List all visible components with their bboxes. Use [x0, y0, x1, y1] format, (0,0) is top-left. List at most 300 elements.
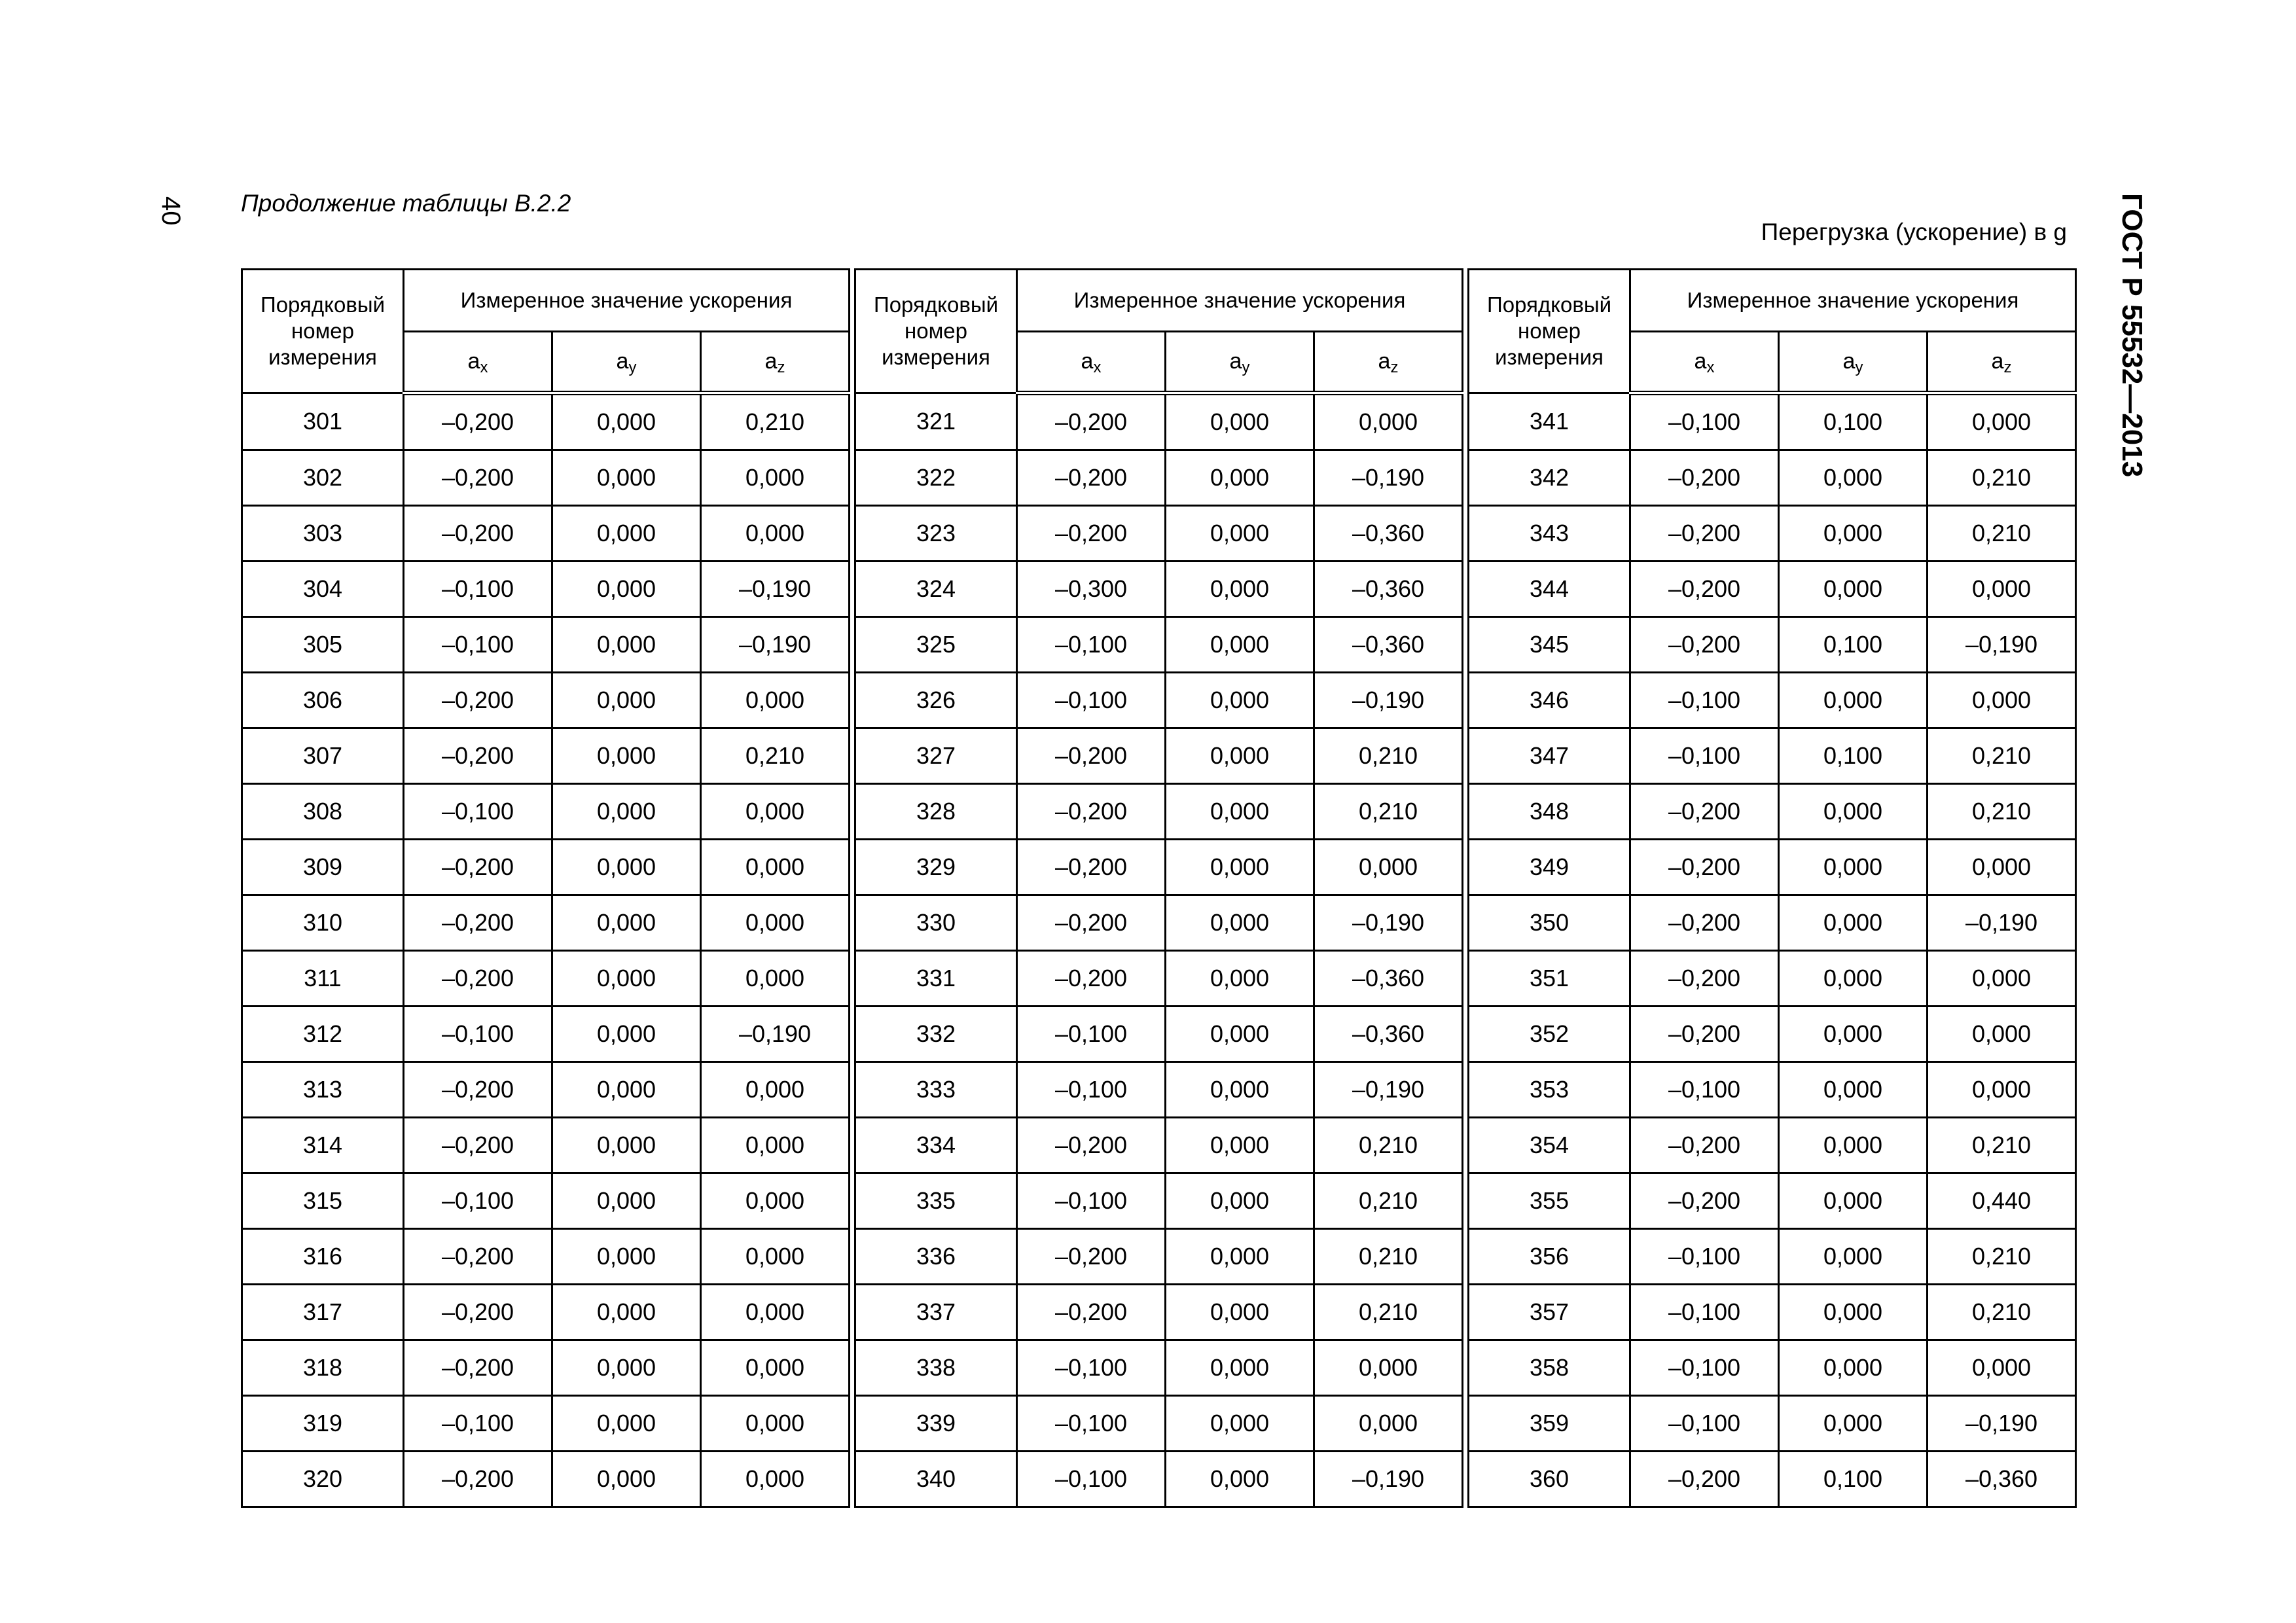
table-row — [855, 840, 1463, 895]
az-cell: –0,360 — [1314, 951, 1463, 1007]
ax-cell: –0,100 — [1017, 1452, 1166, 1507]
az-cell: 0,000 — [701, 784, 850, 840]
table-row — [242, 562, 850, 617]
measurement-number-cell: 334 — [855, 1118, 1017, 1173]
table-row — [242, 673, 850, 728]
table-row — [855, 1452, 1463, 1507]
az-cell: 0,210 — [1928, 1118, 2076, 1173]
measurement-number-cell: 309 — [242, 840, 404, 895]
ay-cell: 0,000 — [1166, 840, 1314, 895]
measurement-number-cell: 338 — [855, 1340, 1017, 1396]
az-cell: –0,190 — [1314, 895, 1463, 951]
ay-cell: 0,000 — [1779, 1173, 1928, 1229]
az-cell: –0,190 — [1928, 895, 2076, 951]
ax-cell: –0,100 — [1630, 393, 1779, 450]
ax-cell: –0,200 — [1017, 895, 1166, 951]
ax-cell: –0,200 — [1630, 1118, 1779, 1173]
measurement-number-cell: 352 — [1469, 1007, 1630, 1062]
table-row — [855, 1007, 1463, 1062]
ax-cell: –0,200 — [1017, 951, 1166, 1007]
ay-cell: 0,000 — [552, 840, 701, 895]
az-cell: 0,000 — [1314, 393, 1463, 450]
measurement-number-cell: 310 — [242, 895, 404, 951]
measured-value-header: Измеренное значение ускорения — [1017, 270, 1463, 332]
table-row — [242, 951, 850, 1007]
az-cell: 0,000 — [701, 1173, 850, 1229]
ay-cell: 0,000 — [1166, 617, 1314, 673]
table-row — [242, 506, 850, 562]
standard-label: ГОСТ Р 55532—2013 — [2116, 193, 2148, 478]
ax-cell: –0,100 — [1630, 1396, 1779, 1452]
measurement-number-cell: 335 — [855, 1173, 1017, 1229]
table-row — [242, 840, 850, 895]
az-cell: 0,000 — [1928, 393, 2076, 450]
ay-cell: 0,000 — [1166, 1452, 1314, 1507]
az-cell: –0,190 — [1314, 1452, 1463, 1507]
ay-cell: 0,000 — [552, 450, 701, 506]
table-part — [241, 268, 850, 1508]
ay-cell: 0,000 — [552, 562, 701, 617]
table-row — [1469, 784, 2076, 840]
ax-cell: –0,200 — [404, 951, 552, 1007]
ay-cell: 0,000 — [1166, 1285, 1314, 1340]
az-cell: 0,210 — [701, 393, 850, 450]
table-row — [1469, 506, 2076, 562]
ay-cell: 0,000 — [1779, 1007, 1928, 1062]
ax-cell: –0,200 — [1630, 840, 1779, 895]
table-row — [1469, 840, 2076, 895]
ay-cell: 0,000 — [1166, 450, 1314, 506]
az-cell: 0,210 — [1314, 1173, 1463, 1229]
table-row — [855, 895, 1463, 951]
az-cell: 0,000 — [701, 1062, 850, 1118]
ay-cell: 0,000 — [1166, 562, 1314, 617]
table-row — [242, 1062, 850, 1118]
az-header: $a_z$ — [701, 332, 850, 393]
table-row — [855, 784, 1463, 840]
ax-cell: –0,200 — [1630, 1452, 1779, 1507]
ax-cell: –0,200 — [1017, 728, 1166, 784]
measurement-number-cell: 327 — [855, 728, 1017, 784]
az-cell: 0,440 — [1928, 1173, 2076, 1229]
ay-cell: 0,000 — [1166, 393, 1314, 450]
az-cell: 0,210 — [1314, 1118, 1463, 1173]
ax-cell: –0,200 — [1630, 617, 1779, 673]
ax-cell: –0,200 — [1017, 1285, 1166, 1340]
ay-cell: 0,000 — [552, 1062, 701, 1118]
az-cell: 0,210 — [1314, 728, 1463, 784]
table-row — [1469, 951, 2076, 1007]
az-header: $a_z$ — [1314, 332, 1463, 393]
measurement-number-cell: 351 — [1469, 951, 1630, 1007]
data-table — [241, 268, 2077, 1508]
ay-cell: 0,000 — [552, 1118, 701, 1173]
table-row — [1469, 1173, 2076, 1229]
ay-cell: 0,100 — [1779, 728, 1928, 784]
az-cell: 0,000 — [1314, 1340, 1463, 1396]
table-row — [855, 1118, 1463, 1173]
measurement-number-cell: 317 — [242, 1285, 404, 1340]
az-cell: –0,360 — [1314, 562, 1463, 617]
ay-cell: 0,000 — [1779, 951, 1928, 1007]
ax-cell: –0,100 — [1630, 673, 1779, 728]
measurement-number-cell: 359 — [1469, 1396, 1630, 1452]
ax-cell: –0,100 — [404, 1173, 552, 1229]
measurement-number-cell: 346 — [1469, 673, 1630, 728]
ay-cell: 0,000 — [552, 1007, 701, 1062]
ax-cell: –0,200 — [404, 673, 552, 728]
ax-cell: –0,100 — [404, 784, 552, 840]
az-cell: 0,000 — [701, 673, 850, 728]
az-cell: –0,360 — [1928, 1452, 2076, 1507]
ax-cell: –0,200 — [404, 1062, 552, 1118]
az-cell: 0,000 — [701, 951, 850, 1007]
measurement-number-cell: 347 — [1469, 728, 1630, 784]
measurement-number-cell: 340 — [855, 1452, 1017, 1507]
table-row — [1469, 1396, 2076, 1452]
table-row — [855, 562, 1463, 617]
measurement-number-cell: 333 — [855, 1062, 1017, 1118]
measurement-number-cell: 354 — [1469, 1118, 1630, 1173]
ax-cell: –0,200 — [1017, 450, 1166, 506]
measurement-number-cell: 312 — [242, 1007, 404, 1062]
measurement-number-cell: 341 — [1469, 393, 1630, 450]
measurement-number-cell: 332 — [855, 1007, 1017, 1062]
measurement-number-cell: 345 — [1469, 617, 1630, 673]
ay-cell: 0,000 — [1166, 1229, 1314, 1285]
table-row — [242, 450, 850, 506]
ay-cell: 0,100 — [1779, 1452, 1928, 1507]
units-note: Перегрузка (ускорение) в g — [1761, 219, 2067, 245]
measurement-number-cell: 305 — [242, 617, 404, 673]
measurement-number-cell: 349 — [1469, 840, 1630, 895]
ax-cell: –0,100 — [1017, 673, 1166, 728]
ay-header: $a_y$ — [552, 332, 701, 393]
ax-header: $a_x$ — [1017, 332, 1166, 393]
ay-cell: 0,000 — [1166, 728, 1314, 784]
page-number: 40 — [156, 196, 185, 226]
az-cell: 0,210 — [701, 728, 850, 784]
ay-cell: 0,000 — [1166, 1007, 1314, 1062]
ax-cell: –0,100 — [1017, 1340, 1166, 1396]
az-cell: 0,000 — [1928, 1340, 2076, 1396]
ax-cell: –0,100 — [1017, 1173, 1166, 1229]
az-cell: –0,190 — [1928, 1396, 2076, 1452]
measurement-number-cell: 356 — [1469, 1229, 1630, 1285]
ay-cell: 0,000 — [1166, 951, 1314, 1007]
ay-cell: 0,000 — [1166, 1396, 1314, 1452]
az-header: $a_z$ — [1928, 332, 2076, 393]
ax-cell: –0,200 — [404, 450, 552, 506]
table-row — [242, 784, 850, 840]
table-row — [855, 450, 1463, 506]
table-row — [242, 1229, 850, 1285]
ay-cell: 0,000 — [1779, 1229, 1928, 1285]
ay-header: $a_y$ — [1779, 332, 1928, 393]
ax-cell: –0,200 — [404, 895, 552, 951]
ax-cell: –0,200 — [1017, 1229, 1166, 1285]
table-row — [1469, 673, 2076, 728]
az-cell: 0,210 — [1928, 506, 2076, 562]
ax-cell: –0,200 — [404, 728, 552, 784]
az-cell: 0,000 — [701, 1340, 850, 1396]
measurement-number-cell: 342 — [1469, 450, 1630, 506]
table-row — [855, 1285, 1463, 1340]
table-row — [242, 1396, 850, 1452]
ax-cell: –0,200 — [1630, 450, 1779, 506]
az-cell: 0,210 — [1928, 1285, 2076, 1340]
ax-cell: –0,100 — [404, 1396, 552, 1452]
measurement-number-cell: 318 — [242, 1340, 404, 1396]
az-cell: 0,000 — [1314, 1396, 1463, 1452]
ay-cell: 0,000 — [1166, 1173, 1314, 1229]
ay-cell: 0,000 — [1779, 506, 1928, 562]
ay-cell: 0,000 — [1779, 1285, 1928, 1340]
measurement-number-cell: 324 — [855, 562, 1017, 617]
measurement-number-cell: 353 — [1469, 1062, 1630, 1118]
az-cell: 0,210 — [1928, 728, 2076, 784]
ay-cell: 0,000 — [1166, 1062, 1314, 1118]
ax-cell: –0,200 — [404, 1340, 552, 1396]
ay-cell: 0,000 — [1779, 1396, 1928, 1452]
ax-cell: –0,200 — [1630, 1173, 1779, 1229]
measurement-number-cell: 329 — [855, 840, 1017, 895]
table-row — [1469, 1452, 2076, 1507]
az-cell: 0,210 — [1314, 1285, 1463, 1340]
ax-cell: –0,100 — [1017, 1396, 1166, 1452]
ax-cell: –0,200 — [1630, 506, 1779, 562]
ay-cell: 0,000 — [552, 1173, 701, 1229]
az-cell: –0,190 — [701, 562, 850, 617]
ay-cell: 0,000 — [552, 1285, 701, 1340]
measurement-number-cell: 303 — [242, 506, 404, 562]
measurement-number-cell: 315 — [242, 1173, 404, 1229]
measurement-number-cell: 311 — [242, 951, 404, 1007]
ay-cell: 0,000 — [1779, 562, 1928, 617]
az-cell: –0,360 — [1314, 617, 1463, 673]
measurement-number-cell: 348 — [1469, 784, 1630, 840]
table-row — [855, 1229, 1463, 1285]
az-cell: 0,210 — [1314, 784, 1463, 840]
table-row — [855, 393, 1463, 450]
ax-cell: –0,200 — [1630, 895, 1779, 951]
measurement-number-cell: 328 — [855, 784, 1017, 840]
table-row — [1469, 562, 2076, 617]
table-part — [854, 268, 1463, 1508]
ay-cell: 0,100 — [1779, 393, 1928, 450]
ax-cell: –0,200 — [404, 1118, 552, 1173]
ax-cell: –0,100 — [404, 562, 552, 617]
measurement-number-cell: 321 — [855, 393, 1017, 450]
az-cell: 0,000 — [701, 506, 850, 562]
az-cell: –0,190 — [1314, 1062, 1463, 1118]
ay-cell: 0,000 — [1166, 895, 1314, 951]
ax-cell: –0,200 — [1630, 1007, 1779, 1062]
ax-cell: –0,100 — [404, 617, 552, 673]
ax-cell: –0,100 — [1630, 1340, 1779, 1396]
az-cell: 0,000 — [1928, 951, 2076, 1007]
ay-cell: 0,000 — [1166, 1340, 1314, 1396]
ax-cell: –0,200 — [404, 1452, 552, 1507]
measurement-number-cell: 314 — [242, 1118, 404, 1173]
ax-cell: –0,200 — [1017, 1118, 1166, 1173]
ay-cell: 0,000 — [1779, 673, 1928, 728]
ay-cell: 0,000 — [552, 1340, 701, 1396]
table-row — [855, 951, 1463, 1007]
az-cell: 0,000 — [1928, 1007, 2076, 1062]
ax-cell: –0,200 — [1630, 562, 1779, 617]
ax-cell: –0,100 — [1630, 728, 1779, 784]
number-column-header: Порядковый номер измерения — [242, 270, 404, 393]
measurement-number-cell: 360 — [1469, 1452, 1630, 1507]
measurement-number-cell: 331 — [855, 951, 1017, 1007]
ay-cell: 0,000 — [1779, 1062, 1928, 1118]
table-row — [242, 1285, 850, 1340]
measurement-number-cell: 306 — [242, 673, 404, 728]
measurement-number-cell: 320 — [242, 1452, 404, 1507]
measurement-number-cell: 301 — [242, 393, 404, 450]
az-cell: 0,000 — [1928, 562, 2076, 617]
table-row — [242, 728, 850, 784]
ax-cell: –0,100 — [1017, 617, 1166, 673]
measurement-number-cell: 323 — [855, 506, 1017, 562]
measurement-number-cell: 322 — [855, 450, 1017, 506]
ax-cell: –0,200 — [404, 1285, 552, 1340]
ay-cell: 0,000 — [1166, 1118, 1314, 1173]
measurement-number-cell: 344 — [1469, 562, 1630, 617]
table-row — [1469, 728, 2076, 784]
ax-header: $a_x$ — [1630, 332, 1779, 393]
measurement-number-cell: 330 — [855, 895, 1017, 951]
ay-cell: 0,000 — [1166, 673, 1314, 728]
az-cell: –0,190 — [701, 1007, 850, 1062]
table-row — [1469, 1062, 2076, 1118]
ay-cell: 0,000 — [552, 895, 701, 951]
ay-cell: 0,000 — [1779, 1340, 1928, 1396]
az-cell: 0,000 — [701, 1229, 850, 1285]
ay-cell: 0,000 — [1779, 784, 1928, 840]
table-row — [1469, 617, 2076, 673]
measurement-number-cell: 350 — [1469, 895, 1630, 951]
ay-cell: 0,000 — [552, 1452, 701, 1507]
ax-cell: –0,200 — [1630, 951, 1779, 1007]
measurement-number-cell: 308 — [242, 784, 404, 840]
az-cell: –0,360 — [1314, 1007, 1463, 1062]
az-cell: 0,210 — [1928, 784, 2076, 840]
az-cell: 0,000 — [701, 1118, 850, 1173]
table-row — [242, 895, 850, 951]
measurement-number-cell: 304 — [242, 562, 404, 617]
table-row — [1469, 1340, 2076, 1396]
az-cell: 0,000 — [1314, 840, 1463, 895]
ay-cell: 0,000 — [1166, 506, 1314, 562]
number-column-header: Порядковый номер измерения — [1469, 270, 1630, 393]
measurement-number-cell: 319 — [242, 1396, 404, 1452]
az-cell: 0,210 — [1314, 1229, 1463, 1285]
ay-header: $a_y$ — [1166, 332, 1314, 393]
ay-cell: 0,000 — [552, 673, 701, 728]
az-cell: 0,000 — [701, 895, 850, 951]
az-cell: 0,210 — [1928, 1229, 2076, 1285]
measurement-number-cell: 337 — [855, 1285, 1017, 1340]
ax-cell: –0,200 — [1017, 840, 1166, 895]
table-row — [242, 1340, 850, 1396]
table-row — [855, 1062, 1463, 1118]
ay-cell: 0,000 — [552, 728, 701, 784]
az-cell: 0,210 — [1928, 450, 2076, 506]
measurement-number-cell: 302 — [242, 450, 404, 506]
az-cell: –0,190 — [1314, 450, 1463, 506]
ay-cell: 0,100 — [1779, 617, 1928, 673]
ay-cell: 0,000 — [1779, 450, 1928, 506]
table-row — [1469, 1285, 2076, 1340]
table-row — [855, 1396, 1463, 1452]
ax-cell: –0,300 — [1017, 562, 1166, 617]
table-row — [1469, 1007, 2076, 1062]
az-cell: 0,000 — [701, 1285, 850, 1340]
ax-cell: –0,100 — [1017, 1062, 1166, 1118]
table-row — [242, 1173, 850, 1229]
measurement-number-cell: 313 — [242, 1062, 404, 1118]
measured-value-header: Измеренное значение ускорения — [1630, 270, 2076, 332]
measurement-number-cell: 325 — [855, 617, 1017, 673]
ax-cell: –0,100 — [1017, 1007, 1166, 1062]
ax-cell: –0,200 — [404, 1229, 552, 1285]
ay-cell: 0,000 — [552, 506, 701, 562]
ay-cell: 0,000 — [552, 784, 701, 840]
table-part — [1467, 268, 2077, 1508]
measurement-number-cell: 307 — [242, 728, 404, 784]
ay-cell: 0,000 — [1779, 895, 1928, 951]
az-cell: 0,000 — [701, 840, 850, 895]
table-row — [242, 617, 850, 673]
measurement-number-cell: 336 — [855, 1229, 1017, 1285]
ay-cell: 0,000 — [552, 1229, 701, 1285]
az-cell: –0,190 — [1928, 617, 2076, 673]
measurement-number-cell: 358 — [1469, 1340, 1630, 1396]
ax-cell: –0,200 — [1017, 506, 1166, 562]
measurement-number-cell: 357 — [1469, 1285, 1630, 1340]
ay-cell: 0,000 — [552, 617, 701, 673]
table-row — [855, 617, 1463, 673]
ay-cell: 0,000 — [552, 393, 701, 450]
table-row — [242, 1007, 850, 1062]
measurement-number-cell: 316 — [242, 1229, 404, 1285]
az-cell: 0,000 — [701, 1452, 850, 1507]
ay-cell: 0,000 — [552, 1396, 701, 1452]
table-row — [855, 673, 1463, 728]
measurement-number-cell: 343 — [1469, 506, 1630, 562]
az-cell: 0,000 — [1928, 840, 2076, 895]
table-row — [242, 1452, 850, 1507]
az-cell: –0,190 — [1314, 673, 1463, 728]
ax-cell: –0,200 — [1017, 393, 1166, 450]
az-cell: 0,000 — [1928, 1062, 2076, 1118]
table-row — [855, 506, 1463, 562]
az-cell: 0,000 — [1928, 673, 2076, 728]
table-row — [1469, 895, 2076, 951]
table-row — [1469, 1229, 2076, 1285]
ax-cell: –0,100 — [1630, 1229, 1779, 1285]
ax-cell: –0,200 — [404, 393, 552, 450]
table-row — [242, 393, 850, 450]
table-row — [1469, 1118, 2076, 1173]
ax-cell: –0,100 — [1630, 1285, 1779, 1340]
measurement-number-cell: 326 — [855, 673, 1017, 728]
az-cell: –0,360 — [1314, 506, 1463, 562]
az-cell: –0,190 — [701, 617, 850, 673]
table-row — [855, 1340, 1463, 1396]
